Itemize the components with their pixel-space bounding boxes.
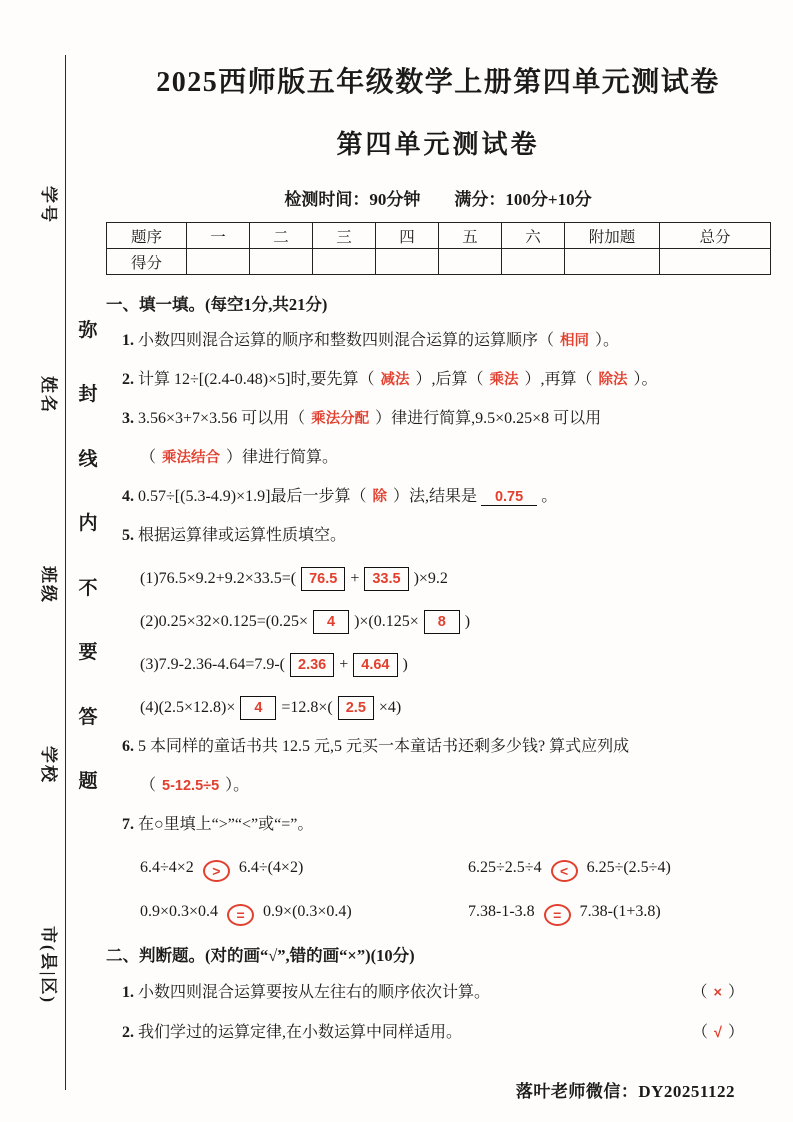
seal-warning-char: 不 <box>78 577 98 599</box>
fill-question-3-line-1 <box>106 406 770 432</box>
text: 3.56×3+7×3.56 可以用（ <box>134 410 306 427</box>
question-number: 1. <box>122 332 134 349</box>
handwritten-answer: 相同 <box>560 333 590 349</box>
score-table-cell: 六 <box>502 223 565 249</box>
section-1-heading <box>106 291 770 315</box>
page-subtitle: 第四单元测试卷 <box>336 130 540 159</box>
seal-warning-char: 线 <box>78 448 98 470</box>
score-blank-cell <box>376 249 439 275</box>
question-number: 2. <box>122 1024 134 1041</box>
seal-warning-char: 答 <box>78 706 98 728</box>
fill-question-5-item-4 <box>106 695 770 721</box>
text: 0.57÷[(5.3-4.9)×1.9]最后一步算（ <box>134 488 367 505</box>
text: (3)7.9-2.36-4.64=7.9-( <box>140 656 285 673</box>
seal-vertical-line <box>65 55 66 1090</box>
score-table-score-row <box>107 249 771 275</box>
fill-question-1 <box>106 328 770 354</box>
text: 6.25÷2.5÷4 <box>468 859 542 876</box>
question-number: 4. <box>122 488 134 505</box>
answer-box: 76.5 <box>301 567 345 591</box>
score-table-cell: 题序 <box>107 223 187 249</box>
fill-question-5-item-1 <box>106 566 770 592</box>
text: 小数四则混合运算的顺序和整数四则混合运算的运算顺序（ <box>134 332 555 349</box>
text: ) <box>402 656 408 673</box>
judge-question-1-text <box>122 980 490 1006</box>
fill-question-5-item-3 <box>106 652 770 678</box>
text: + <box>350 570 360 587</box>
answer-box: 8 <box>424 610 460 634</box>
fill-question-6-line-2 <box>106 773 770 799</box>
seal-warning-char: 题 <box>78 770 98 792</box>
question-number: 3. <box>122 410 134 427</box>
text: 在○里填上“>”“<”或“=”。 <box>134 816 314 833</box>
answer-box: 33.5 <box>364 567 408 591</box>
text: （ <box>691 984 708 1001</box>
handwritten-answer: 除 <box>372 489 387 505</box>
score-table-cell: 得分 <box>107 249 187 275</box>
text: 6.25÷(2.5÷4) <box>586 859 671 876</box>
score-blank-cell <box>313 249 376 275</box>
question-number: 1. <box>122 984 134 1001</box>
score-table-cell: 二 <box>250 223 313 249</box>
comparison-item-2 <box>468 855 770 882</box>
answer-box: 4 <box>240 696 276 720</box>
text: ）,后算（ <box>415 371 484 388</box>
handwritten-answer: 减法 <box>380 372 410 388</box>
fill-question-4 <box>106 484 770 510</box>
fill-question-5 <box>106 523 770 549</box>
seal-label-school: 学校 <box>39 746 58 784</box>
text: ）。 <box>633 371 658 388</box>
judge-question-2-answer <box>692 1020 770 1046</box>
seal-label-city-county: 市(县|区) <box>39 925 58 1005</box>
text: （ <box>140 449 157 466</box>
text: （ <box>692 1024 709 1041</box>
judge-question-2-text <box>122 1020 462 1046</box>
text: )×(0.125× <box>354 613 419 630</box>
judge-question-1-answer <box>692 980 771 1006</box>
answer-box: 2.36 <box>290 653 334 677</box>
fill-question-3-line-2 <box>106 445 770 471</box>
text: 小数四则混合运算要按从左往右的顺序依次计算。 <box>134 984 491 1001</box>
judge-question-1 <box>106 980 770 1006</box>
section-1-note: (每空1分,共21分) <box>205 295 328 314</box>
handwritten-answer: √ <box>714 1025 722 1041</box>
score-blank-cell <box>187 249 250 275</box>
seal-warning-char: 要 <box>78 642 98 664</box>
answer-box: 2.5 <box>338 696 374 720</box>
main-content <box>106 48 770 1046</box>
question-number: 5. <box>122 527 134 544</box>
handwritten-answer: 除法 <box>598 372 628 388</box>
seal-label-class: 班级 <box>39 566 58 604</box>
text: 6.4÷4×2 <box>140 859 194 876</box>
text: 0.9×(0.3×0.4) <box>263 903 352 920</box>
comparison-item-4 <box>468 899 770 926</box>
section-1-title: 一、填一填。 <box>106 295 205 314</box>
text: ) <box>464 613 471 630</box>
fill-question-5-item-2 <box>106 609 770 635</box>
text: ）法,结果是 <box>392 488 477 505</box>
page-title: 2025西师版五年级数学上册第四单元测试卷 <box>156 67 720 98</box>
answer-box: 4.64 <box>353 653 397 677</box>
question-number: 6. <box>122 738 134 755</box>
section-2-note: (对的画“√”,错的画“×”)(10分) <box>205 946 415 965</box>
fill-question-2 <box>106 367 770 393</box>
score-table-cell: 一 <box>187 223 250 249</box>
handwritten-answer: × <box>713 985 722 1001</box>
text: + <box>339 656 349 673</box>
text: （ <box>140 777 157 794</box>
seal-label-name: 姓名 <box>39 376 58 414</box>
answer-box: 4 <box>313 610 349 634</box>
text: ）律进行简算,9.5×0.25×8 可以用 <box>375 410 602 427</box>
comparison-row-1 <box>106 855 770 882</box>
text: ）。 <box>595 332 620 349</box>
question-number: 2. <box>122 371 134 388</box>
question-number: 7. <box>122 816 134 833</box>
comparison-item-3 <box>140 899 468 926</box>
text: 7.38-1-3.8 <box>468 903 535 920</box>
text: ）律进行简算。 <box>226 449 339 466</box>
text: ） <box>727 984 744 1001</box>
text: ×4) <box>378 699 402 716</box>
score-table <box>106 222 771 275</box>
handwritten-answer: 乘法 <box>489 372 519 388</box>
comparison-row-2 <box>106 899 770 926</box>
score-blank-cell <box>565 249 660 275</box>
seal-warning-char: 内 <box>78 513 98 535</box>
score-table-cell: 三 <box>313 223 376 249</box>
fill-question-7 <box>106 812 770 838</box>
section-2-heading <box>106 942 770 966</box>
text: 0.9×0.3×0.4 <box>140 903 219 920</box>
score-table-header-row <box>107 223 771 249</box>
score-blank-cell <box>250 249 313 275</box>
score-blank-cell <box>502 249 565 275</box>
text: ）,再算（ <box>524 371 593 388</box>
comparison-circle: = <box>544 904 571 926</box>
handwritten-answer: 乘法分配 <box>311 411 370 427</box>
score-table-cell: 附加题 <box>565 223 660 249</box>
score-table-cell: 五 <box>439 223 502 249</box>
score-blank-cell <box>660 249 771 275</box>
text: 我们学过的运算定律,在小数运算中同样适用。 <box>134 1024 463 1041</box>
text: =12.8×( <box>281 699 333 716</box>
text: 5 本同样的童话书共 12.5 元,5 元买一本童话书还剩多少钱? 算式应列成 <box>134 738 630 755</box>
text: (2)0.25×32×0.125=(0.25× <box>140 613 309 630</box>
seal-warning-char: 弥 <box>78 320 98 341</box>
text: 根据运算律或运算性质填空。 <box>134 527 347 544</box>
judge-question-2 <box>106 1020 770 1046</box>
comparison-item-1 <box>140 855 468 882</box>
text: 计算 12÷[(2.4-0.48)×5]时,要先算（ <box>134 371 375 388</box>
seal-warning-text <box>76 315 100 793</box>
text: (4)(2.5×12.8)× <box>140 699 236 716</box>
handwritten-answer: 5-12.5÷5 <box>162 778 220 794</box>
score-table-cell: 四 <box>376 223 439 249</box>
text: )×9.2 <box>413 570 448 587</box>
section-2-title: 二、判断题。 <box>106 946 205 965</box>
answer-blank: 0.75 <box>481 489 537 506</box>
seal-label-student-number: 学号 <box>39 186 58 224</box>
comparison-circle: = <box>227 904 254 926</box>
text: 7.38-(1+3.8) <box>579 903 661 920</box>
comparison-circle: < <box>551 860 578 882</box>
score-table-cell: 总分 <box>660 223 771 249</box>
score-blank-cell <box>439 249 502 275</box>
handwritten-answer: 乘法结合 <box>162 450 221 466</box>
fill-question-6-line-1 <box>106 734 770 760</box>
exam-meta: 检测时间：90分钟 满分：100分+10分 <box>284 190 592 209</box>
text: ） <box>727 1024 744 1041</box>
footer-contact: 落叶老师微信：DY20251122 <box>515 1082 735 1101</box>
text: ）。 <box>225 777 250 794</box>
text: (1)76.5×9.2+9.2×33.5=( <box>140 570 297 587</box>
text: 6.4÷(4×2) <box>238 859 304 876</box>
comparison-circle: > <box>203 860 230 882</box>
seal-warning-char: 封 <box>78 384 98 406</box>
text: 。 <box>541 488 558 505</box>
